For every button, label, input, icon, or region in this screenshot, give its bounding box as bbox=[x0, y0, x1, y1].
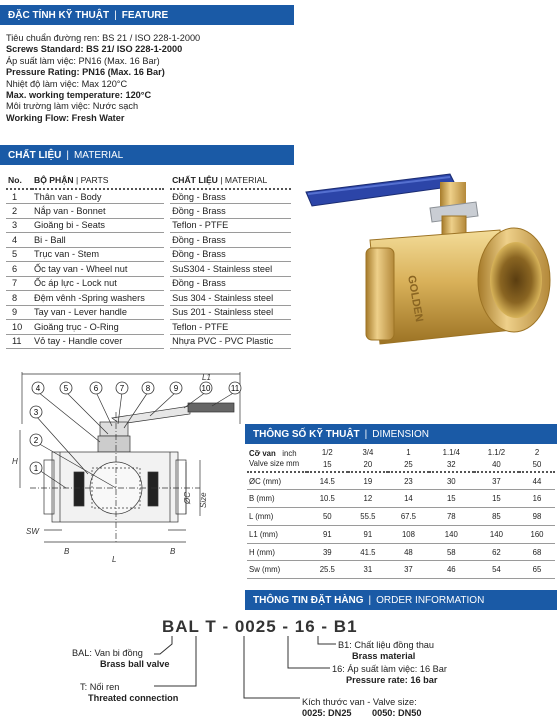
size-col: 1.1/4 32 bbox=[429, 446, 474, 472]
dimension-value: 30 bbox=[429, 472, 474, 490]
row-part: Tay van - Lever handle bbox=[32, 305, 164, 320]
row-material: Nhựa PVC - PVC Plastic bbox=[170, 334, 291, 349]
callout-6 bbox=[90, 382, 102, 394]
svg-text:6: 6 bbox=[93, 384, 99, 393]
size-col: 3/4 20 bbox=[348, 446, 389, 472]
feature-line: Áp suất làm việc: PN16 (Max. 16 Bar) bbox=[6, 55, 160, 66]
row-material: Đồng - Brass bbox=[170, 247, 291, 262]
label-sw: SW bbox=[26, 527, 39, 536]
row-part: Ốc tay van - Wheel nut bbox=[32, 262, 164, 277]
row-part: Gioăng trục - O-Ring bbox=[32, 320, 164, 335]
row-part: Vỏ tay - Handle cover bbox=[32, 334, 164, 349]
dimension-row bbox=[247, 543, 555, 561]
svg-text:11: 11 bbox=[230, 384, 240, 393]
callout-7 bbox=[116, 382, 128, 394]
row-part: Đệm vênh -Spring washers bbox=[32, 291, 164, 306]
dimension-label: ØC (mm) bbox=[247, 472, 307, 490]
size-col: 1 25 bbox=[388, 446, 429, 472]
dimension-label: Sw (mm) bbox=[247, 561, 307, 579]
row-no: 4 bbox=[6, 233, 32, 248]
dimension-value: 37 bbox=[474, 472, 519, 490]
callout-2 bbox=[30, 434, 42, 446]
dimension-value: 85 bbox=[474, 508, 519, 526]
dimension-value: 140 bbox=[429, 525, 474, 543]
dimension-label: L (mm) bbox=[247, 508, 307, 526]
dimension-value: 140 bbox=[474, 525, 519, 543]
dimension-row bbox=[247, 525, 555, 543]
label-b-right: B bbox=[170, 547, 176, 556]
row-material: Đồng - Brass bbox=[170, 204, 291, 219]
row-material: Sus 304 - Stainless steel bbox=[170, 291, 291, 306]
dimension-value: 54 bbox=[474, 561, 519, 579]
feature-header: ĐẶC TÍNH KỸ THUẬT | FEATURE bbox=[0, 5, 294, 25]
order-header: THÔNG TIN ĐẶT HÀNG | ORDER INFORMATION bbox=[245, 590, 557, 610]
dimension-value: 48 bbox=[388, 543, 429, 561]
feature-line: Screws Standard: BS 21/ ISO 228-1-2000 bbox=[6, 44, 183, 55]
dimension-value: 14 bbox=[388, 490, 429, 508]
row-no: 11 bbox=[6, 334, 32, 349]
feature-list bbox=[6, 33, 200, 124]
row-part: Nắp van - Bonnet bbox=[32, 204, 164, 219]
dimension-value: 14.5 bbox=[307, 472, 348, 490]
label-b-left: B bbox=[64, 547, 70, 556]
dimension-value: 98 bbox=[519, 508, 555, 526]
material-row bbox=[6, 334, 291, 349]
callout-5 bbox=[60, 382, 72, 394]
material-table bbox=[6, 172, 291, 349]
row-no: 5 bbox=[6, 247, 32, 262]
order-title-vi: THÔNG TIN ĐẶT HÀNG bbox=[253, 594, 364, 606]
row-no: 1 bbox=[6, 189, 32, 204]
dimension-value: 67.5 bbox=[388, 508, 429, 526]
row-no: 2 bbox=[6, 204, 32, 219]
dimension-value: 15 bbox=[429, 490, 474, 508]
svg-text:4: 4 bbox=[35, 384, 41, 393]
feature-line: Working Flow: Fresh Water bbox=[6, 112, 125, 123]
dimension-value: 78 bbox=[429, 508, 474, 526]
material-row bbox=[6, 305, 291, 320]
dimension-value: 44 bbox=[519, 472, 555, 490]
svg-text:9: 9 bbox=[173, 384, 179, 393]
dimension-value: 16 bbox=[519, 490, 555, 508]
material-row bbox=[6, 204, 291, 219]
row-no: 8 bbox=[6, 291, 32, 306]
order-t: T: Nối ren Threated connection bbox=[80, 682, 179, 703]
row-material: Teflon - PTFE bbox=[170, 218, 291, 233]
dimension-value: 19 bbox=[348, 472, 389, 490]
svg-text:10: 10 bbox=[201, 384, 211, 393]
order-code: BAL T - 0025 - 16 - B1 bbox=[162, 617, 358, 636]
row-material: Teflon - PTFE bbox=[170, 320, 291, 335]
dimension-label: B (mm) bbox=[247, 490, 307, 508]
callout-1 bbox=[30, 462, 42, 474]
svg-text:1: 1 bbox=[33, 464, 39, 473]
row-material: Sus 201 - Stainless steel bbox=[170, 305, 291, 320]
dimension-value: 41.5 bbox=[348, 543, 389, 561]
label-oc: ØC bbox=[183, 492, 192, 504]
label-size: Size bbox=[199, 492, 208, 508]
label-h: H bbox=[12, 457, 18, 466]
dimension-value: 108 bbox=[388, 525, 429, 543]
dimension-value: 68 bbox=[519, 543, 555, 561]
dimension-value: 10.5 bbox=[307, 490, 348, 508]
dimension-label: H (mm) bbox=[247, 543, 307, 561]
row-part: Trục van - Stem bbox=[32, 247, 164, 262]
order-bal: BAL: Van bi đồng Brass ball valve bbox=[72, 648, 170, 669]
material-row bbox=[6, 276, 291, 291]
material-title-en: MATERIAL bbox=[73, 149, 124, 161]
dimension-header: THÔNG SỐ KỸ THUẬT | DIMENSION bbox=[245, 424, 557, 444]
material-row bbox=[6, 247, 291, 262]
dimension-value: 65 bbox=[519, 561, 555, 579]
svg-text:3: 3 bbox=[33, 408, 39, 417]
dimension-value: 25.5 bbox=[307, 561, 348, 579]
order-size: Kích thước van - Valve size: 0025: DN25 0050: DN50 bbox=[302, 697, 422, 718]
dimension-value: 37 bbox=[388, 561, 429, 579]
row-no: 7 bbox=[6, 276, 32, 291]
row-no: 3 bbox=[6, 218, 32, 233]
row-no: 9 bbox=[6, 305, 32, 320]
dimension-table bbox=[247, 446, 555, 579]
row-material: SuS304 - Stainless steel bbox=[170, 262, 291, 277]
dimension-title-vi: THÔNG SỐ KỸ THUẬT bbox=[253, 428, 360, 440]
label-l: L bbox=[112, 555, 117, 564]
row-part: Thân van - Body bbox=[32, 189, 164, 204]
material-row bbox=[6, 233, 291, 248]
technical-drawing bbox=[0, 372, 245, 577]
material-header: CHẤT LIỆU | MATERIAL bbox=[0, 145, 294, 165]
material-row bbox=[6, 262, 291, 277]
ball-valve-photo bbox=[300, 168, 558, 368]
dimension-value: 91 bbox=[348, 525, 389, 543]
size-header: Cỡ van inch Valve size mm bbox=[247, 446, 307, 472]
size-col: 2 50 bbox=[519, 446, 555, 472]
feature-line: Max. working temperature: 120°C bbox=[6, 90, 152, 101]
dimension-row bbox=[247, 561, 555, 579]
callout-9 bbox=[170, 382, 182, 394]
dimension-value: 58 bbox=[429, 543, 474, 561]
callout-3 bbox=[30, 406, 42, 418]
material-row bbox=[6, 189, 291, 204]
svg-text:7: 7 bbox=[119, 384, 125, 393]
dimension-value: 15 bbox=[474, 490, 519, 508]
callout-8 bbox=[142, 382, 154, 394]
label-l1: L1 bbox=[202, 373, 211, 382]
dimension-value: 12 bbox=[348, 490, 389, 508]
row-no: 10 bbox=[6, 320, 32, 335]
callout-4 bbox=[32, 382, 44, 394]
dimension-value: 46 bbox=[429, 561, 474, 579]
row-material: Đồng - Brass bbox=[170, 233, 291, 248]
callout-10 bbox=[200, 382, 212, 394]
feature-title-vi: ĐẶC TÍNH KỸ THUẬT bbox=[8, 9, 110, 21]
col-part: BỘ PHẬN | PARTS bbox=[32, 172, 164, 189]
col-material: CHẤT LIỆU | MATERIAL bbox=[170, 172, 291, 189]
size-col: 1/2 15 bbox=[307, 446, 348, 472]
dimension-value: 39 bbox=[307, 543, 348, 561]
row-material: Đồng - Brass bbox=[170, 189, 291, 204]
row-material: Đồng - Brass bbox=[170, 276, 291, 291]
row-part: Bi - Ball bbox=[32, 233, 164, 248]
row-part: Gioăng bi - Seats bbox=[32, 218, 164, 233]
material-title-vi: CHẤT LIỆU bbox=[8, 149, 62, 161]
dimension-value: 160 bbox=[519, 525, 555, 543]
callout-11 bbox=[229, 382, 241, 394]
material-row bbox=[6, 320, 291, 335]
feature-line: Nhiệt độ làm việc: Max 120°C bbox=[6, 78, 128, 89]
dimension-value: 50 bbox=[307, 508, 348, 526]
material-row bbox=[6, 218, 291, 233]
dimension-value: 62 bbox=[474, 543, 519, 561]
row-no: 6 bbox=[6, 262, 32, 277]
dimension-label: L1 (mm) bbox=[247, 525, 307, 543]
dimension-value: 31 bbox=[348, 561, 389, 579]
feature-line: Môi trường làm việc: Nước sạch bbox=[6, 101, 139, 112]
svg-text:8: 8 bbox=[145, 384, 151, 393]
row-part: Ốc áp lực - Lock nut bbox=[32, 276, 164, 291]
col-no: No. bbox=[6, 172, 32, 189]
dimension-row bbox=[247, 472, 555, 490]
dimension-value: 91 bbox=[307, 525, 348, 543]
body-marking: GOLDEN bbox=[405, 274, 426, 323]
size-col: 1.1/2 40 bbox=[474, 446, 519, 472]
svg-text:2: 2 bbox=[33, 436, 39, 445]
dimension-row bbox=[247, 490, 555, 508]
material-row bbox=[6, 291, 291, 306]
order-title-en: ORDER INFORMATION bbox=[376, 594, 485, 606]
dimension-value: 55.5 bbox=[348, 508, 389, 526]
dimension-title-en: DIMENSION bbox=[372, 428, 429, 440]
dimension-value: 23 bbox=[388, 472, 429, 490]
order-pressure: 16: Áp suất làm việc: 16 Bar Pressure rate: 16 bar bbox=[332, 664, 447, 685]
order-b1: B1: Chất liệu đồng thau Brass material bbox=[338, 640, 435, 661]
svg-text:5: 5 bbox=[63, 384, 69, 393]
feature-line: Tiêu chuẩn đường ren: BS 21 / ISO 228-1-2000 bbox=[6, 33, 201, 43]
feature-line: Pressure Rating: PN16 (Max. 16 Bar) bbox=[6, 67, 165, 78]
dimension-row bbox=[247, 508, 555, 526]
feature-title-en: FEATURE bbox=[121, 9, 169, 21]
